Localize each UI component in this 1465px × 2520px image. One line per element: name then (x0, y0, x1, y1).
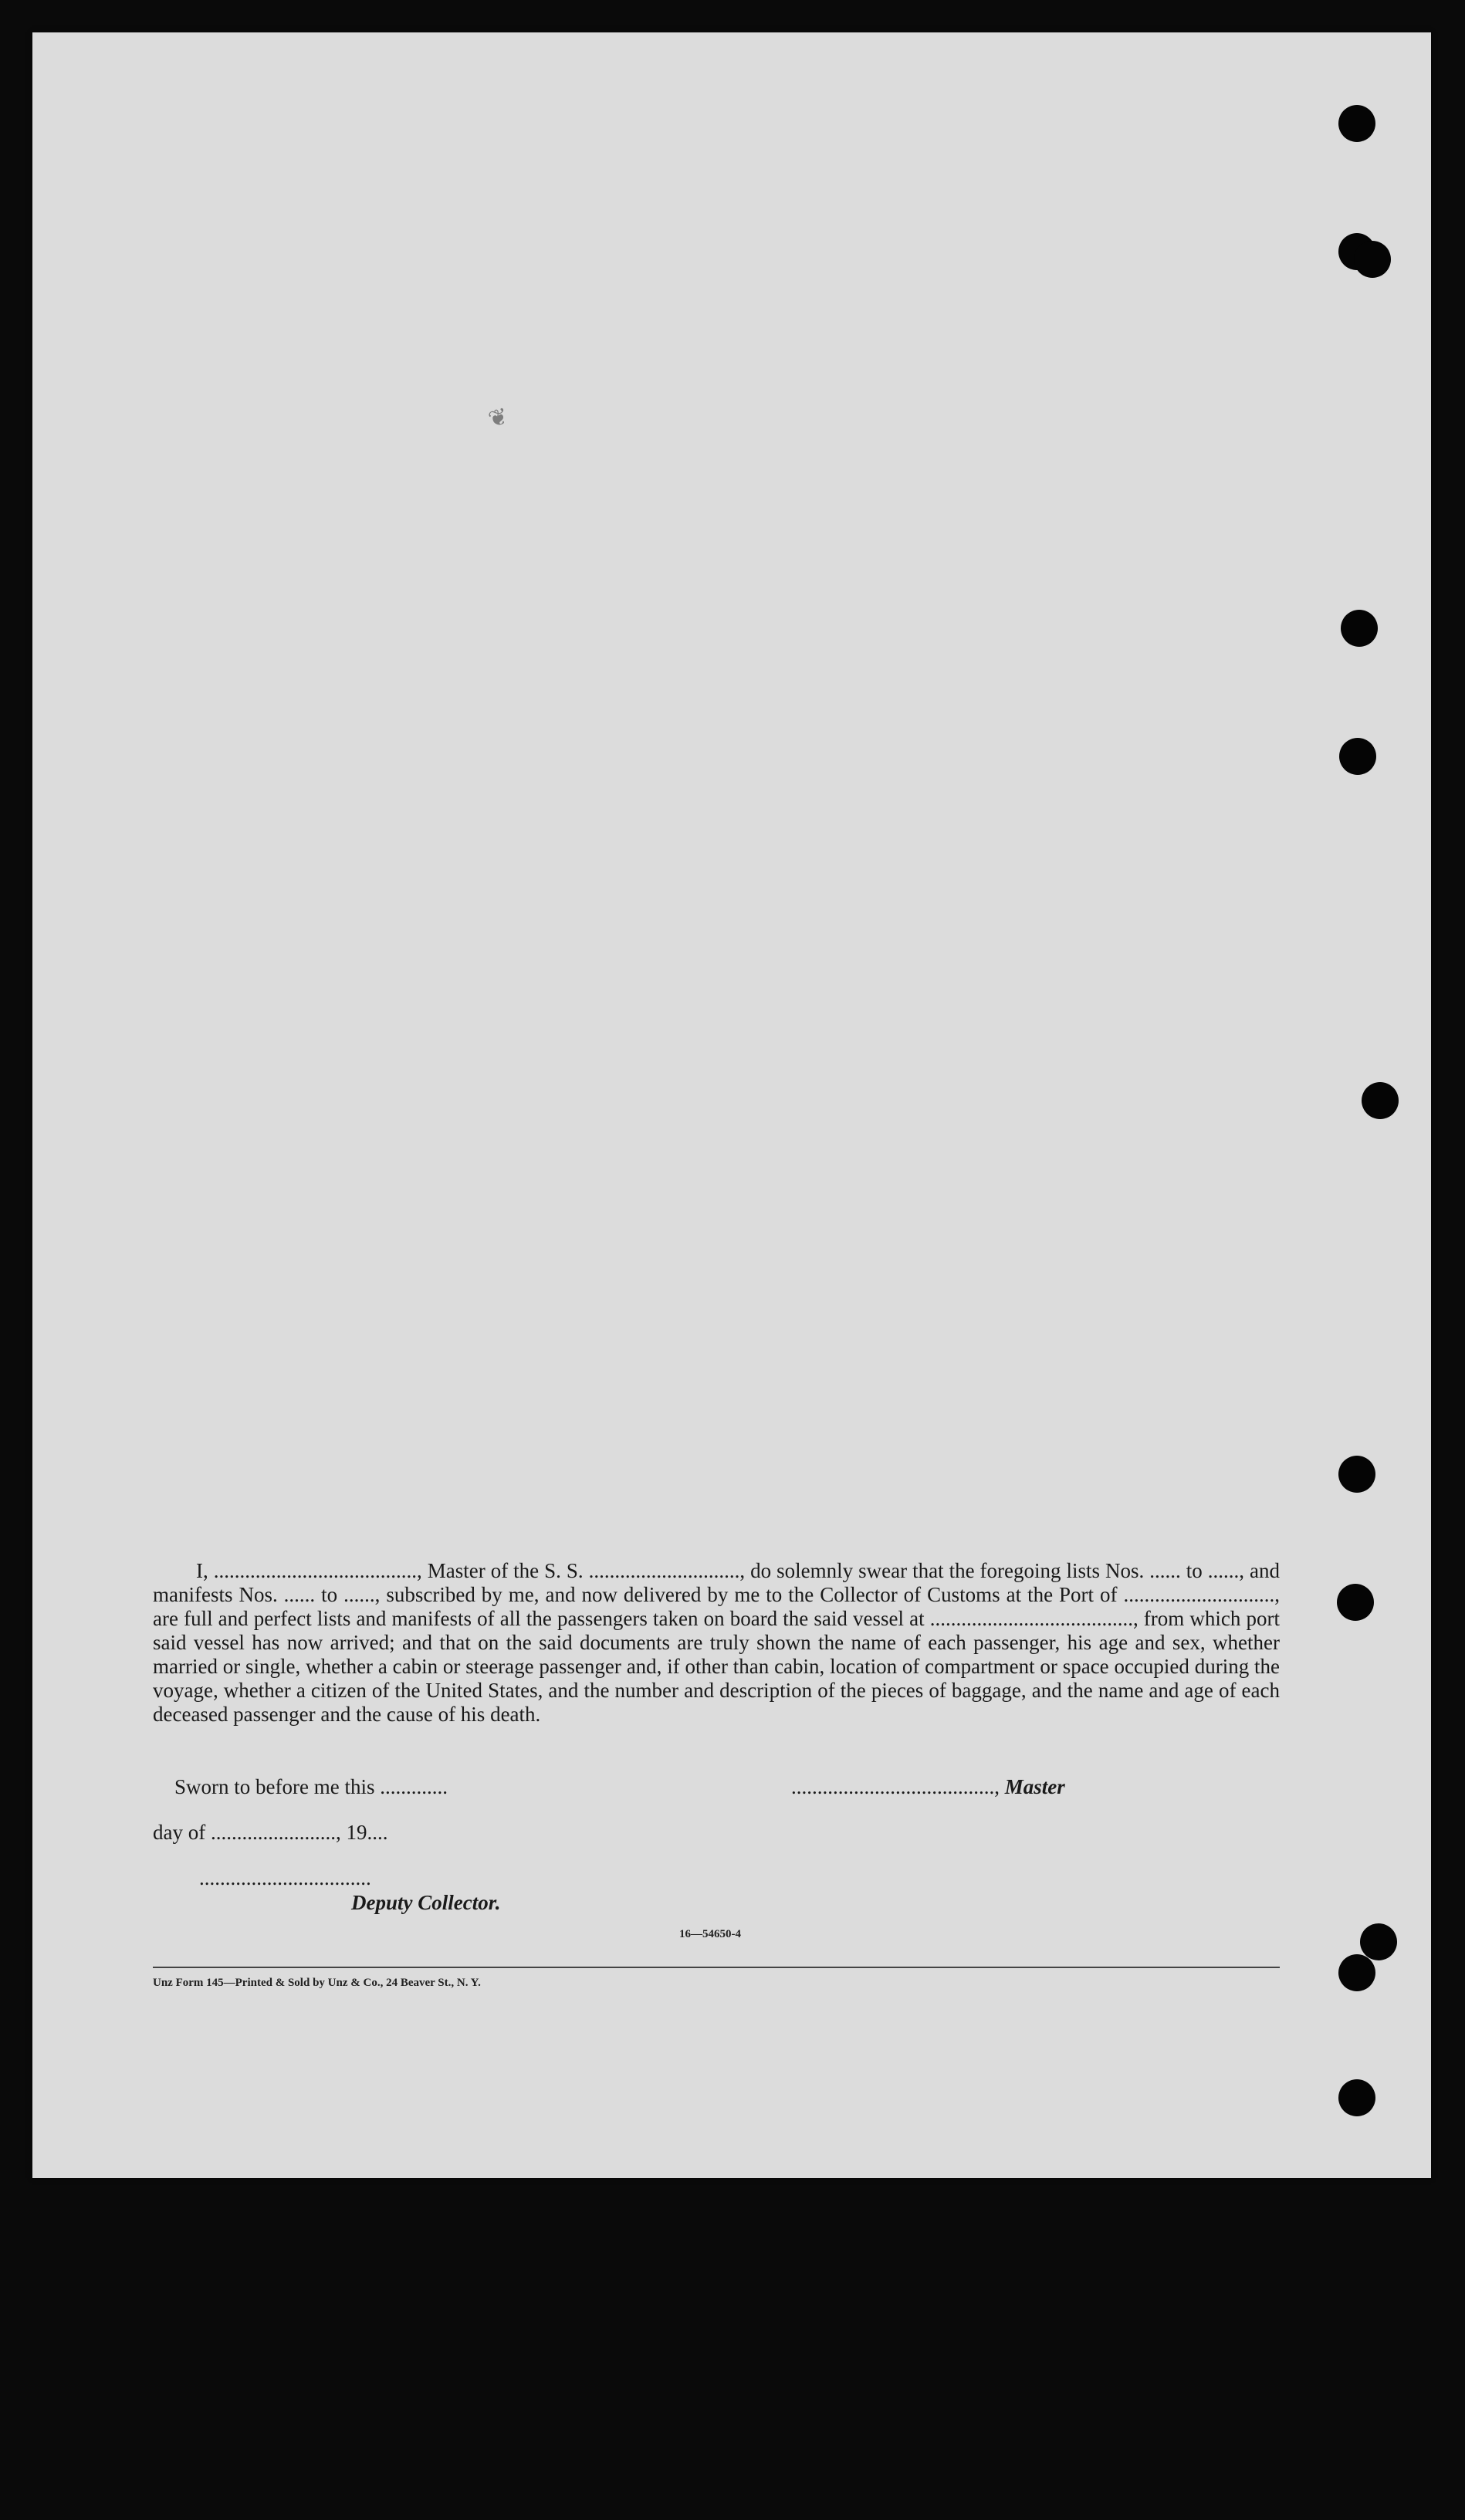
document-page (32, 32, 1431, 2178)
printer-imprint: Unz Form 145—Printed & Sold by Unz & Co., 24 Beaver St., N. Y. (153, 1977, 481, 1989)
punch-hole (1341, 610, 1378, 647)
deputy-collector-dots: ................................. (199, 1866, 371, 1889)
oath-paragraph: I, ......................................., Master of the S. S. ............................., do solemnly swear that the foregoing lists Nos. ...... to ......, and manifests Nos. ...... to ......, subscribed by me, and now delivered by me to the Collector of Customs at the Port of ............................., are full and perfect lists and manifests of all the passengers taken on board the said vessel at ......................................., from which port said vessel has now arrived; and that on the said documents are truly shown the name of each passenger, his age and sex, whether married or single, whether a cabin or steerage passenger and, if other than cabin, location of compartment or space occupied during the voyage, whether a citizen of the United States, and the number and description of the pieces of baggage, and the name and age of each deceased passenger and the cause of his death. (153, 1559, 1280, 1726)
ink-smudge: ❦ (485, 402, 512, 435)
master-dots: ......................................., (791, 1775, 1005, 1798)
divider-rule (153, 1967, 1280, 1968)
punch-hole (1360, 1923, 1397, 1960)
punch-hole (1339, 738, 1376, 775)
punch-hole (1338, 1456, 1375, 1493)
sworn-line: Sworn to before me this ............. (174, 1775, 448, 1798)
day-line: day of ........................, 19.... (153, 1821, 388, 1844)
punch-hole (1338, 1954, 1375, 1991)
punch-hole (1354, 241, 1391, 278)
punch-hole (1362, 1082, 1399, 1119)
punch-hole (1338, 2079, 1375, 2116)
form-code: 16—54650-4 (679, 1928, 741, 1940)
master-signature-line (791, 1775, 1065, 1799)
master-label: Master (1004, 1775, 1065, 1798)
punch-hole (1337, 1584, 1374, 1621)
punch-hole (1338, 105, 1375, 142)
deputy-collector-label: Deputy Collector. (351, 1891, 501, 1914)
